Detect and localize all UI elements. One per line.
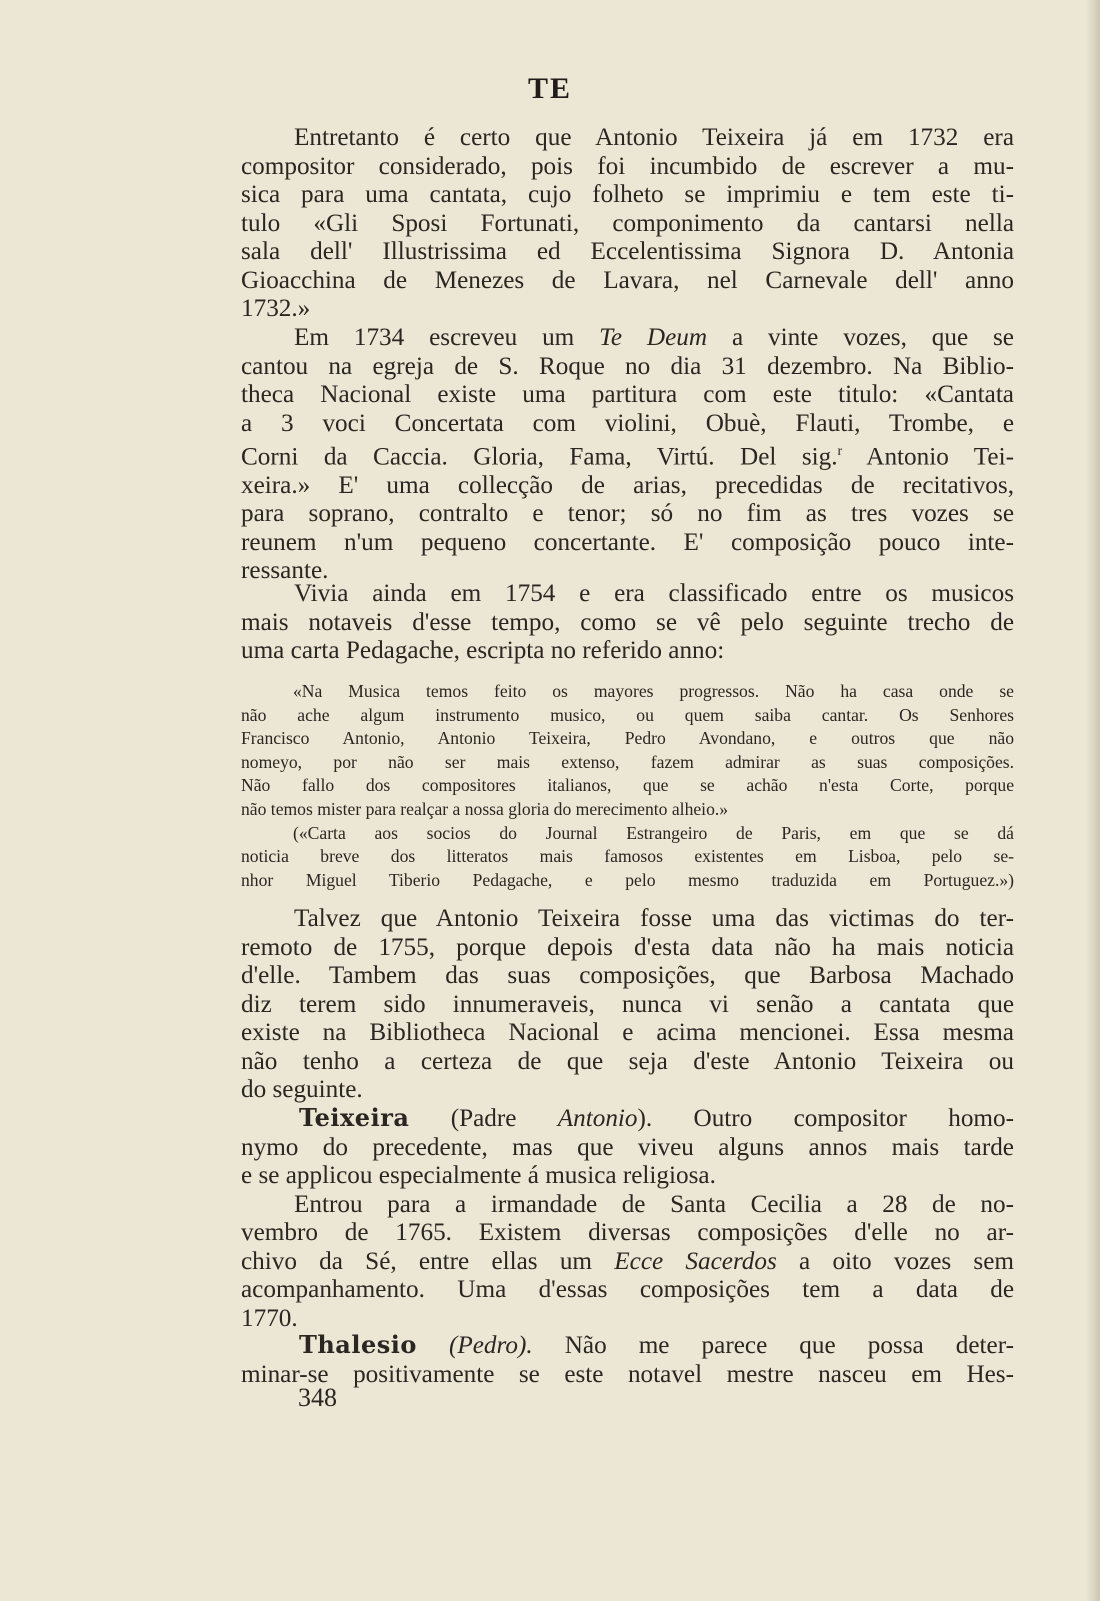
quotation-block [241,680,1014,892]
page-number: 348 [298,1383,337,1412]
text-line: Corni da Caccia. Gloria, Fama, Virtú. Del sig.$^r$ Antonio Tei- [241,443,1014,471]
text-line: reunem n'um pequeno concertante. E' composição pouco inte- [241,528,1014,556]
text-line: ressante. [241,557,329,585]
page-edge-shadow [1086,0,1100,1601]
quote-line: Não fallo dos compositores italianos, que se achão n'esta Corte, porque [241,775,1014,796]
text-line: d'elle. Tambem das suas composições, que Barbosa Machado [241,962,1014,989]
text-line: para soprano, contralto e tenor; só no fim as tres vozes se [241,500,1014,528]
entry-first-line: Teixeira (Padre Antonio). Outro compositor homo- [299,1103,1014,1132]
paragraph-3 [241,580,1014,666]
text-line: e se applicou especialmente á musica religiosa. [241,1162,716,1189]
entry-headword: Thalesio [299,1330,417,1359]
text-line: 1770. [241,1304,298,1332]
paragraph-1 [241,124,1014,324]
text-line: 1732.» [241,295,311,322]
paragraph-4 [241,905,1014,1105]
running-head: TE [527,72,573,105]
entry-headword: Teixeira [299,1103,410,1132]
quote-line: Francisco Antonio, Antonio Teixeira, Pedro Avondano, e outros que não [241,728,1014,749]
text-line: a 3 voci Concertata com violini, Obuè, Flauti, Trombe, e [241,409,1014,437]
quote-line: «Na Musica temos feito os mayores progressos. Não ha casa onde se [293,681,1014,701]
text-line: diz terem sido innumeraveis, nunca vi senão a cantata que [241,990,1014,1018]
text-line: existe na Bibliotheca Nacional e acima mencionei. Essa mesma [241,1019,1014,1046]
text-line: Talvez que Antonio Teixeira fosse uma das victimas do ter- [294,905,1014,932]
work-title: Te Deum [599,324,708,351]
text-line: xeira.» E' uma collecção de arias, precedidas de recitativos, [241,471,1014,499]
superscript: r [837,444,843,459]
text-line: Entrou para a irmandade de Santa Cecilia a 28 de no- [294,1190,1014,1218]
text-line: tulo «Gli Sposi Fortunati, componimento da cantarsi nella [241,209,1014,237]
text-line: Gioacchina de Menezes de Lavara, nel Carnevale dell' anno [241,266,1014,294]
quote-line: nomeyo, por não ser mais extenso, fazem admirar as suas composições. [241,751,1014,772]
text-line: chivo da Sé, entre ellas um Ecce Sacerdos a oito vozes sem [241,1247,1014,1275]
text-line: compositor considerado, pois foi incumbido de escrever a mu- [241,152,1014,180]
text-line: Em 1734 escreveu um Te Deum a vinte vozes, que se [294,324,1014,351]
text-line: sala dell' Illustrissima ed Eccelentissima Signora D. Antonia [241,238,1014,265]
text-line: do seguinte. [241,1076,363,1103]
paragraph-2 [241,324,1014,586]
text-line: theca Nacional existe uma partitura com este titulo: «Cantata [241,381,1014,408]
text-line: remoto de 1755, porque depois d'esta data não ha mais noticia [241,933,1014,961]
text-line: uma carta Pedagache, escripta no referido anno: [241,637,725,664]
work-title: Ecce Sacerdos [614,1247,777,1275]
text-line: cantou na egreja de S. Roque no dia 31 dezembro. Na Biblio- [241,352,1014,380]
text-line: Vivia ainda em 1754 e era classificado entre os musicos [294,580,1014,607]
entry-teixeira [241,1104,1014,1333]
text-line: sica para uma cantata, cujo folheto se imprimiu e tem este ti- [241,181,1014,208]
text-line: não tenho a certeza de que seja d'este Antonio Teixeira ou [241,1047,1014,1075]
text-line: vembro de 1765. Existem diversas composições d'elle no ar- [241,1219,1014,1246]
text-line: acompanhamento. Uma d'essas composições tem a data de [241,1276,1014,1303]
text-line: mais notaveis d'esse tempo, como se vê pelo seguinte trecho de [241,608,1014,636]
citation-line: («Carta aos socios do Journal Estrangeiro de Paris, em que se dá [293,822,1014,843]
text-line: nymo do precedente, mas que viveu alguns annos mais tarde [241,1133,1014,1161]
quote-line: não temos mister para realçar a nossa gloria do merecimento alheio.» [241,798,729,819]
citation-line: noticia breve dos litteratos mais famosos existentes em Lisboa, pelo se- [241,846,1014,867]
entry-thalesio [241,1331,1014,1389]
text-line: minar-se positivamente se este notavel mestre nasceu em Hes- [241,1360,1014,1388]
text-line: Entretanto é certo que Antonio Teixeira já em 1732 era [294,124,1014,151]
citation-line: nhor Miguel Tiberio Pedagache, e pelo mesmo traduzida em Portuguez.») [241,869,1014,890]
quote-line: não ache algum instrumento musico, ou quem saiba cantar. Os Senhores [241,704,1014,725]
entry-first-line: Thalesio (Pedro). Não me parece que possa deter- [299,1330,1014,1359]
